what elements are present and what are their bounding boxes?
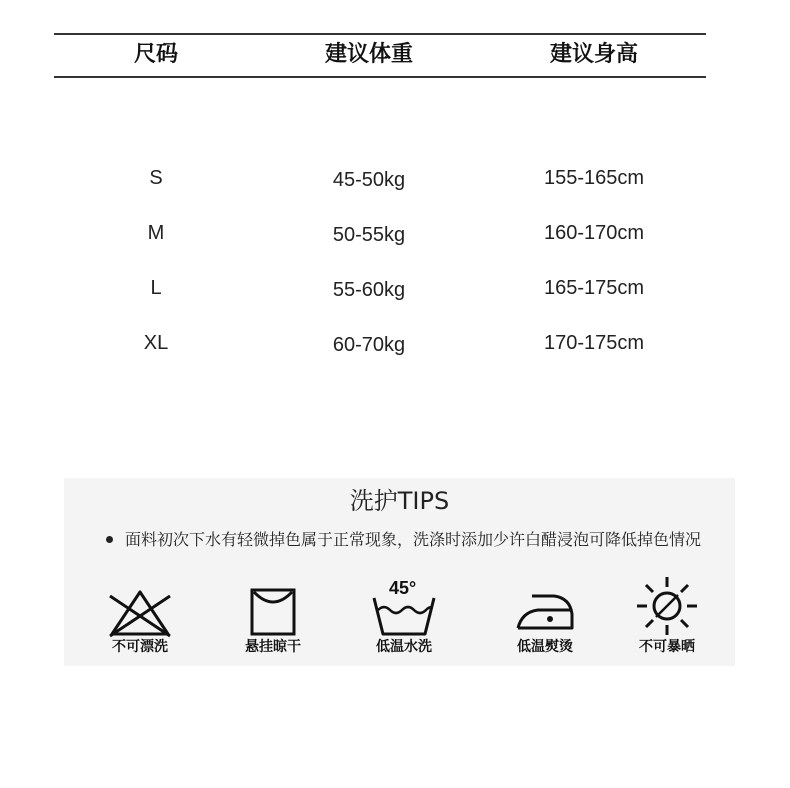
size-cell: L (150, 277, 162, 299)
hang-dry-icon (249, 586, 297, 638)
table-row (54, 218, 706, 248)
iron-low-icon (514, 588, 576, 634)
iron-low-label: 低温熨烫 (517, 639, 573, 655)
header-height: 建议身高 (549, 42, 638, 67)
table-row (54, 273, 706, 303)
height-cell: 155-165cm (543, 167, 645, 189)
wash-temp: 45° (389, 578, 417, 598)
table-top-rule (54, 33, 706, 35)
size-cell: S (149, 167, 163, 189)
weight-cell: 55-60kg (332, 279, 406, 301)
header-size: 尺码 (133, 42, 178, 67)
no-sun-icon (634, 574, 700, 638)
wash-45-label: 低温水洗 (376, 639, 432, 655)
table-row (54, 328, 706, 358)
size-cell: M (147, 222, 165, 244)
height-cell: 165-175cm (543, 277, 645, 299)
weight-cell: 50-55kg (332, 224, 406, 246)
care-tips-panel (64, 478, 735, 666)
height-cell: 170-175cm (543, 332, 645, 354)
bullet-dot (106, 536, 113, 543)
no-wash-label: 不可漂洗 (112, 639, 168, 655)
height-cell: 160-170cm (543, 222, 645, 244)
no-sun-label: 不可暴晒 (639, 639, 695, 655)
size-cell: XL (143, 332, 169, 354)
care-title: 洗护TIPS (349, 487, 450, 515)
table-header-rule (54, 76, 706, 78)
hang-dry-label: 悬挂晾干 (245, 639, 301, 655)
weight-cell: 45-50kg (332, 169, 406, 191)
care-note: 面料初次下水有轻微掉色属于正常现象，洗涤时添加少许白醋浸泡可降低掉色情况 (125, 530, 702, 549)
weight-cell: 60-70kg (332, 334, 406, 356)
table-row (54, 163, 706, 193)
no-wash-icon (104, 586, 176, 638)
header-weight: 建议体重 (324, 42, 413, 67)
